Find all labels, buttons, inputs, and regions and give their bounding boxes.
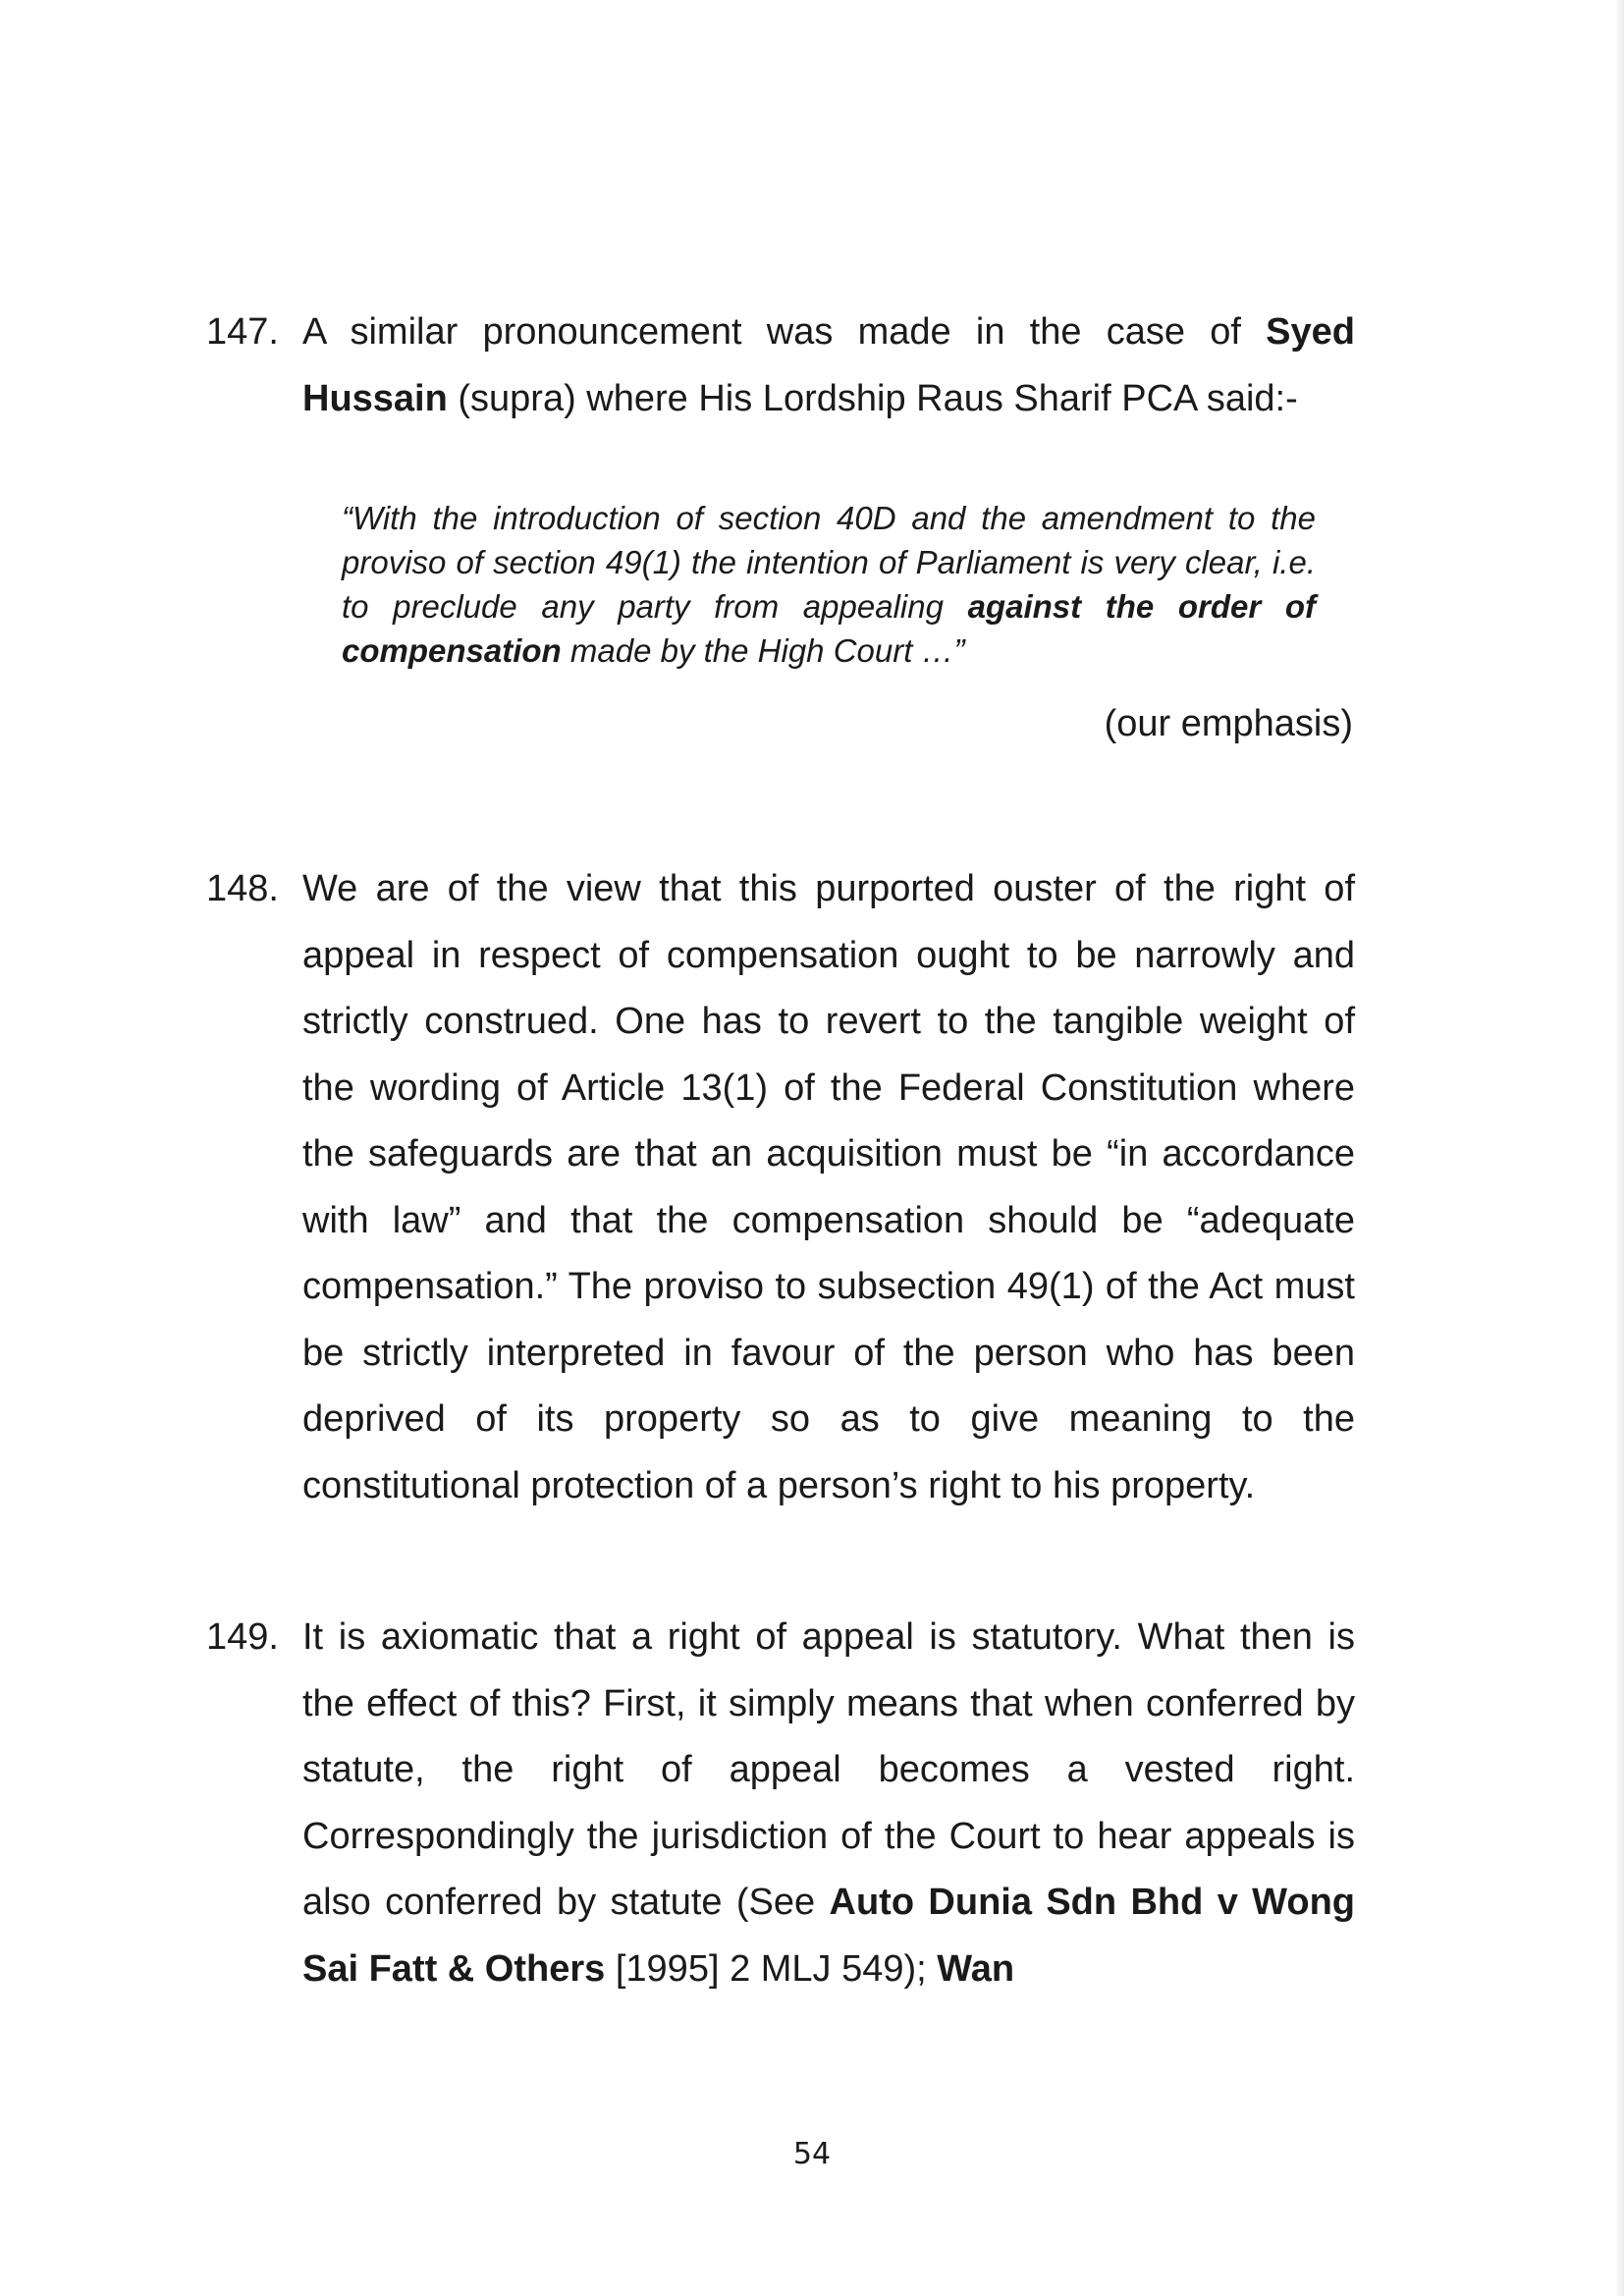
quote-emphasis: against the order of compensation xyxy=(342,588,1316,669)
paragraph-text: A similar pronouncement was made in the case of Syed Hussain (supra) where His Lordship Raus Sharif PCA said:- xyxy=(302,311,1355,419)
paragraph-number: 149. xyxy=(206,1616,279,1658)
paragraph-148 xyxy=(206,856,1355,1519)
paragraph-147 xyxy=(206,300,1355,432)
paragraph-149 xyxy=(206,1605,1355,2002)
case-name: Wan xyxy=(937,1947,1015,1990)
paragraph-number: 148. xyxy=(206,868,279,909)
block-quote: “With the introduction of section 40D and the amendment to the proviso of section 49(1) the intention of Parliament is very clear, i.e. to preclude any party from appealing against the order of compensation made by the High Court …” xyxy=(342,500,1316,669)
emphasis-note: (our emphasis) xyxy=(1104,703,1353,744)
paragraph-number: 147. xyxy=(206,311,279,353)
case-name: Syed Hussain xyxy=(302,311,1355,419)
paragraph-text: It is axiomatic that a right of appeal is statutory. What then is the effect of this? First, it simply means that when conferred by statute, the right of appeal becomes a vested right. Correspondingly the jurisdiction of the Court to hear appeals is also conferred by statute (See Auto Dunia Sdn Bhd v Wong Sai Fatt & Others [1995] 2 MLJ 549); Wan xyxy=(302,1616,1355,1990)
case-name: Auto Dunia Sdn Bhd v Wong Sai Fatt & Others xyxy=(302,1882,1355,1990)
paragraph-text: We are of the view that this purported ouster of the right of appeal in respect of compensation ought to be narrowly and strictly construed. One has to revert to the tangible weight of the wording of Article 13(1) of the Federal Constitution where the safeguards are that an acquisition must be “in accordance with law” and that the compensation should be “adequate compensation.” The proviso to subsection 49(1) of the Act must be strictly interpreted in favour of the person who has been deprived of its property so as to give meaning to the constitutional protection of a person’s right to his property. xyxy=(302,868,1355,1506)
page-edge xyxy=(1614,0,1624,2296)
page-number: 54 xyxy=(792,2137,832,2171)
